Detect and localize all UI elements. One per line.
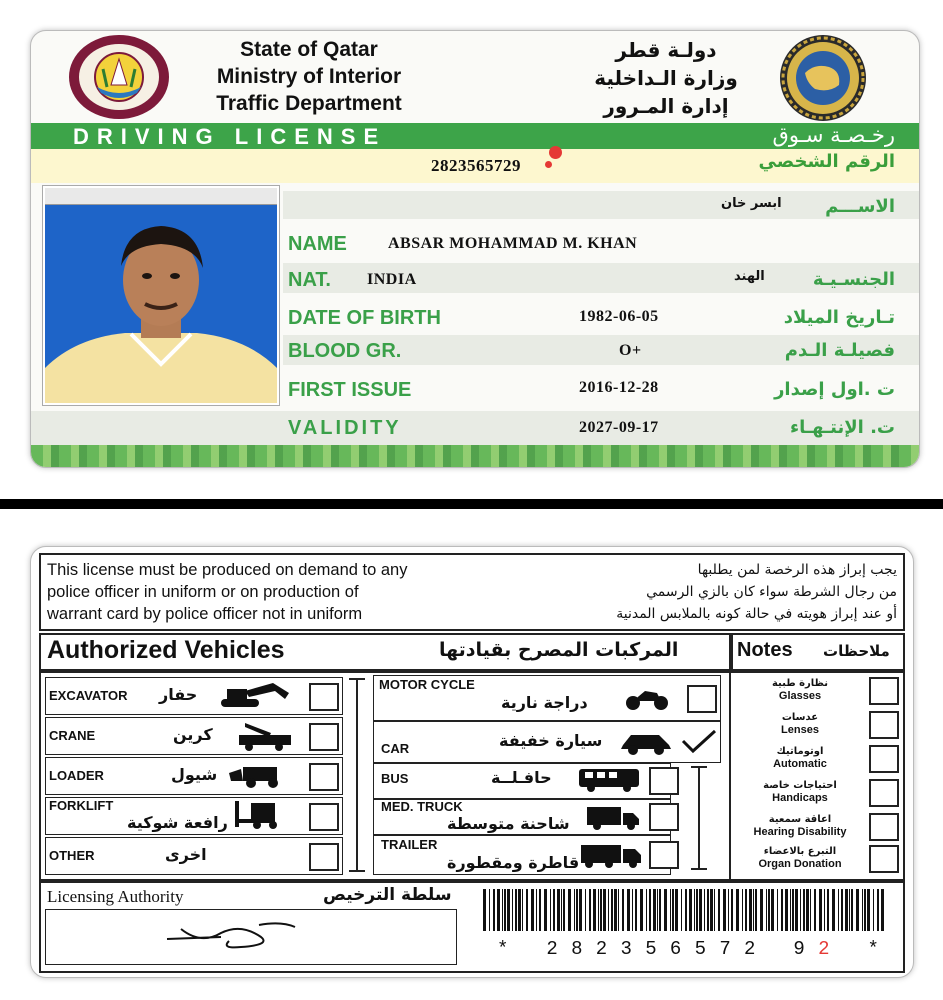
authorized-title-ar: المركبات المصرح بقيادتها	[439, 639, 679, 661]
vehicle-label-ar: حفار	[159, 685, 198, 704]
first-issue-label: FIRST ISSUE	[288, 379, 412, 401]
row-stripe	[31, 411, 919, 445]
dob-value: 1982-06-05	[579, 308, 659, 325]
checkbox-medium-truck[interactable]	[649, 803, 679, 831]
name-arabic-value: ابسر خان	[721, 196, 782, 211]
vehicle-label-en: CRANE	[49, 728, 96, 743]
checkbox-forklift[interactable]	[309, 803, 339, 831]
checkbox-excavator[interactable]	[309, 683, 339, 711]
vehicle-label-en: TRAILER	[381, 837, 438, 852]
row-stripe	[283, 191, 919, 219]
checkbox-hearing[interactable]	[869, 813, 899, 841]
name-arabic-label: الاســـم	[825, 196, 895, 217]
checkbox-motorcycle[interactable]	[687, 685, 717, 713]
title-english: DRIVING LICENSE	[73, 124, 387, 149]
truck-icon	[585, 805, 641, 831]
checkbox-automatic[interactable]	[869, 745, 899, 773]
name-value: ABSAR MOHAMMAD M. KHAN	[388, 235, 638, 252]
note-label-glasses: نظارة طبية Glasses	[771, 678, 829, 702]
trailer-icon	[579, 843, 643, 869]
dob-label: DATE OF BIRTH	[288, 307, 441, 329]
checkbox-bus[interactable]	[649, 767, 679, 795]
loader-icon	[227, 761, 297, 789]
blood-value: O+	[619, 342, 642, 359]
gcc-emblem-icon	[769, 33, 877, 123]
decorative-pattern	[31, 445, 919, 467]
note-label-hearing: اعاقة سمعية Hearing Disability	[753, 814, 847, 838]
vehicle-label-ar: حافـلــة	[491, 768, 552, 787]
name-label: NAME	[288, 233, 347, 255]
checkbox-other[interactable]	[309, 843, 339, 871]
validity-label: VALIDITY	[288, 417, 402, 439]
note-label-handicaps: احتياجات خاصة Handicaps	[763, 780, 837, 804]
holder-photo	[43, 186, 279, 405]
licensing-authority-en: Licensing Authority	[47, 887, 184, 906]
nationality-arabic-label: الجنسـيـة	[812, 269, 895, 290]
notes-title-en: Notes	[737, 639, 793, 661]
checkbox-loader[interactable]	[309, 763, 339, 791]
first-issue-arabic-label: ت .اول إصدار	[774, 379, 895, 400]
forklift-icon	[231, 797, 293, 829]
barcode-number: * 282356572 92 *	[497, 938, 893, 960]
note-label-organ-donation: التبرع بالاعضاء Organ Donation	[758, 846, 842, 870]
personal-number-label-ar: الرقم الشخصي	[758, 151, 895, 172]
checkbox-trailer[interactable]	[649, 841, 679, 869]
red-mark	[549, 146, 562, 159]
qatar-emblem-icon	[67, 33, 171, 121]
vehicle-label-ar: سيارة خفيفة	[499, 731, 603, 750]
checkbox-handicaps[interactable]	[869, 779, 899, 807]
group-bracket	[685, 765, 715, 871]
vehicle-label-ar: قاطرة ومقطورة	[447, 853, 580, 872]
note-label-lenses: عدسات Lenses	[781, 712, 819, 736]
validity-value: 2027-09-17	[579, 419, 659, 436]
nationality-value: INDIA	[367, 271, 417, 288]
notice-arabic: يجب إبراز هذه الرخصة لمن يطلبها من رجال الشرطة سواء كان بالزي الرسمي أو عند إبراز هويته في حالة كونه بالملابس المدنية	[616, 562, 897, 622]
excavator-icon	[215, 681, 293, 709]
group-bracket	[345, 677, 369, 873]
notice-english: This license must be produced on demand to any police officer in uniform or on production of warrant card by police officer not in uniform	[47, 561, 408, 623]
nationality-arabic-value: الهند	[734, 269, 765, 284]
dob-arabic-label: تـاريخ الميلاد	[783, 307, 895, 328]
vehicle-label-en: BUS	[381, 771, 409, 786]
blood-arabic-label: فصيلـة الـدم	[784, 340, 895, 361]
checkbox-organ-donation[interactable]	[869, 845, 899, 873]
vehicle-label-en: OTHER	[49, 848, 95, 863]
checkbox-glasses[interactable]	[869, 677, 899, 705]
checkbox-crane[interactable]	[309, 723, 339, 751]
notes-title-ar: ملاحظات	[823, 642, 890, 660]
vehicle-label-en: MOTOR CYCLE	[379, 677, 475, 692]
vehicle-label-ar: دراجة نارية	[501, 693, 588, 712]
vehicle-label-en: EXCAVATOR	[49, 688, 128, 703]
licensing-authority-ar: سلطة الترخيص	[323, 885, 452, 905]
vehicle-label-ar: رافعة شوكية	[127, 813, 228, 832]
vehicle-label-en: MED. TRUCK	[381, 799, 463, 814]
vehicle-label-ar: شيول	[171, 765, 218, 784]
personal-number-value: 2823565729	[431, 156, 521, 175]
divider-bar	[0, 499, 943, 509]
nationality-label: NAT.	[288, 269, 331, 291]
vehicle-label-ar: اخرى	[165, 845, 207, 864]
bus-icon	[577, 767, 643, 793]
signature-icon	[161, 915, 301, 959]
license-front	[30, 30, 920, 468]
validity-arabic-label: ت. الإنتـهـاء	[789, 417, 895, 438]
checkbox-lenses[interactable]	[869, 711, 899, 739]
blood-label: BLOOD GR.	[288, 340, 402, 362]
header-english: State of Qatar Ministry of Interior Traffic Department	[216, 38, 402, 115]
barcode	[483, 889, 888, 931]
note-label-automatic: اوتوماتيك Automatic	[773, 746, 827, 770]
vehicle-label-en: CAR	[381, 741, 410, 756]
vehicle-label-ar: شاحنة متوسطة	[447, 814, 570, 833]
authorized-title-en: Authorized Vehicles	[47, 636, 285, 664]
crane-icon	[235, 719, 295, 751]
title-arabic: رخـصـة سـوق	[772, 123, 895, 147]
first-issue-value: 2016-12-28	[579, 379, 659, 396]
license-back	[30, 546, 914, 978]
header-arabic: دولـة قطر وزارة الـداخلية إدارة المـرور	[594, 38, 738, 118]
vehicle-label-en: LOADER	[49, 768, 104, 783]
vehicle-label-en: FORKLIFT	[49, 798, 114, 813]
checkbox-car[interactable]	[687, 729, 717, 757]
vehicle-label-ar: كرين	[173, 725, 213, 744]
car-icon	[619, 729, 675, 755]
red-mark	[545, 161, 552, 168]
motorcycle-icon	[623, 683, 671, 711]
